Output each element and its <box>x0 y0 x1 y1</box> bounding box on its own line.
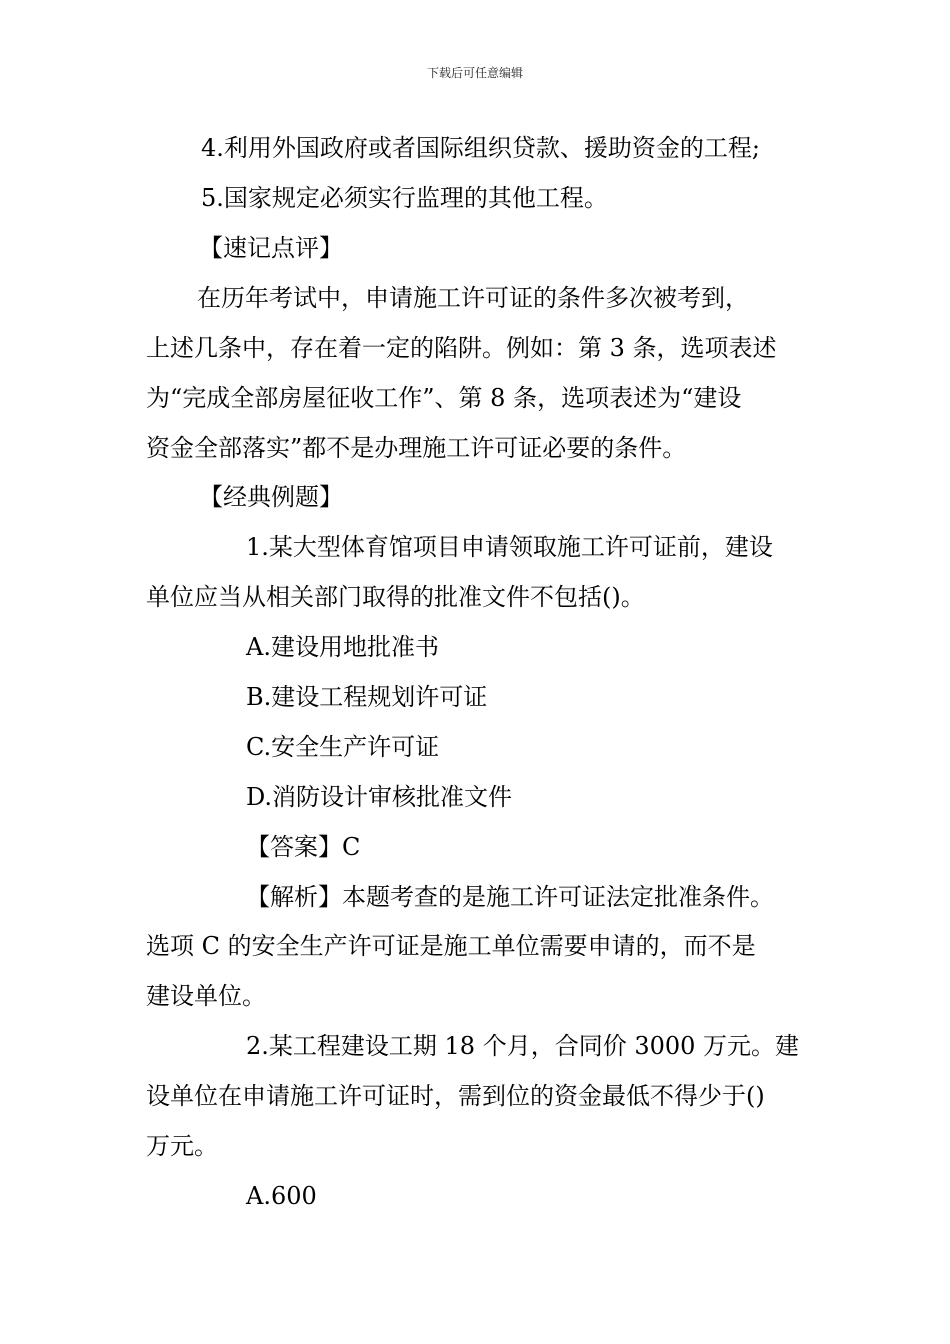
option-b: B.建设工程规划许可证 <box>246 683 488 711</box>
paragraph-line: 在历年考试中，申请施工许可证的条件多次被考到， <box>197 284 749 312</box>
page-header: 下载后可任意编辑 <box>426 66 523 80</box>
paragraph-line: 为“完成全部房屋征收工作”、第 8 条，选项表述为“建设 <box>146 384 742 412</box>
question-2-line: 万元。 <box>146 1132 218 1160</box>
question-2-line: 设单位在申请施工许可证时，需到位的资金最低不得少于() <box>146 1082 765 1110</box>
analysis-line: 选项 C 的安全生产许可证是施工单位需要申请的，而不是 <box>146 932 756 960</box>
question-1-line: 单位应当从相关部门取得的批准文件不包括()。 <box>146 583 645 611</box>
option-a: A.600 <box>246 1182 317 1210</box>
analysis-line: 【解析】本题考查的是施工许可证法定批准条件。 <box>246 883 774 911</box>
section-heading-examples: 【经典例题】 <box>199 483 343 511</box>
option-a: A.建设用地批准书 <box>246 633 439 661</box>
option-c: C.安全生产许可证 <box>246 733 440 761</box>
option-d: D.消防设计审核批准文件 <box>246 783 513 811</box>
question-2-line: 2.某工程建设工期 18 个月，合同价 3000 万元。建 <box>246 1032 800 1060</box>
question-1-line: 1.某大型体育馆项目申请领取施工许可证前，建设 <box>246 533 773 561</box>
section-heading-quick-notes: 【速记点评】 <box>199 234 343 262</box>
clause-5: 5.国家规定必须实行监理的其他工程。 <box>201 184 608 212</box>
analysis-line: 建设单位。 <box>146 982 266 1010</box>
clause-4: 4.利用外国政府或者国际组织贷款、援助资金的工程; <box>201 134 760 162</box>
paragraph-line: 上述几条中，存在着一定的陷阱。例如：第 3 条，选项表述 <box>146 334 777 362</box>
paragraph-line: 资金全部落实”都不是办理施工许可证必要的条件。 <box>146 434 687 462</box>
answer-line: 【答案】C <box>246 833 361 861</box>
